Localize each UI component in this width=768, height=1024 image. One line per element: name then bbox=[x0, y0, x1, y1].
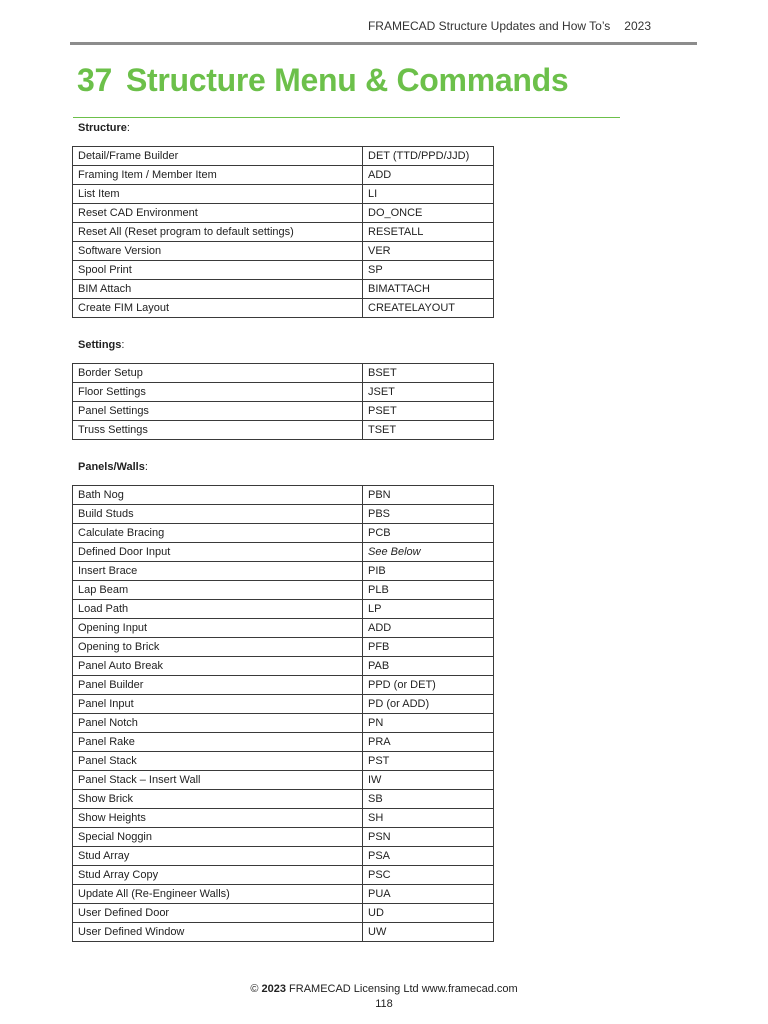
table-row bbox=[73, 581, 494, 600]
table-row bbox=[73, 242, 494, 261]
function-name-cell: Reset All (Reset program to default settings) bbox=[73, 223, 363, 242]
command-cell: SP bbox=[363, 261, 494, 280]
function-name-cell: Panel Notch bbox=[73, 714, 363, 733]
page-number: 118 bbox=[375, 998, 393, 1010]
command-cell: PCB bbox=[363, 524, 494, 543]
table-row bbox=[73, 695, 494, 714]
header-year: 2023 bbox=[624, 19, 651, 33]
function-name-cell: Floor Settings bbox=[73, 383, 363, 402]
table-row bbox=[73, 714, 494, 733]
function-name-cell: Bath Nog bbox=[73, 486, 363, 505]
table-row bbox=[73, 847, 494, 866]
table-row bbox=[73, 147, 494, 166]
table-row bbox=[73, 619, 494, 638]
command-cell: PSN bbox=[363, 828, 494, 847]
command-cell: PAB bbox=[363, 657, 494, 676]
function-name-cell: Load Path bbox=[73, 600, 363, 619]
header-title: FRAMECAD Structure Updates and How To’s bbox=[367, 19, 611, 33]
command-cell: PUA bbox=[363, 885, 494, 904]
title-underline bbox=[73, 117, 620, 118]
table-row bbox=[73, 486, 494, 505]
table-row bbox=[73, 402, 494, 421]
function-name-cell: Panel Input bbox=[73, 695, 363, 714]
function-name-cell: Update All (Re-Engineer Walls) bbox=[73, 885, 363, 904]
command-cell: PSET bbox=[363, 402, 494, 421]
function-name-cell: Border Setup bbox=[73, 364, 363, 383]
function-name-cell: Panel Auto Break bbox=[73, 657, 363, 676]
header-divider bbox=[70, 42, 697, 45]
command-cell: BIMATTACH bbox=[363, 280, 494, 299]
table-row bbox=[73, 204, 494, 223]
table-row bbox=[73, 866, 494, 885]
table-row bbox=[73, 223, 494, 242]
table-row bbox=[73, 166, 494, 185]
command-cell: IW bbox=[363, 771, 494, 790]
command-cell: PBS bbox=[363, 505, 494, 524]
settings-commands-table bbox=[72, 363, 494, 440]
command-cell: See Below bbox=[363, 543, 494, 562]
table-row bbox=[73, 364, 494, 383]
table-row bbox=[73, 383, 494, 402]
table-row bbox=[73, 543, 494, 562]
page-title bbox=[77, 62, 568, 99]
table-row bbox=[73, 280, 494, 299]
command-cell: PD (or ADD) bbox=[363, 695, 494, 714]
function-name-cell: Show Heights bbox=[73, 809, 363, 828]
function-name-cell: Insert Brace bbox=[73, 562, 363, 581]
command-cell: PSA bbox=[363, 847, 494, 866]
function-name-cell: User Defined Window bbox=[73, 923, 363, 942]
command-cell: ADD bbox=[363, 166, 494, 185]
command-cell: UD bbox=[363, 904, 494, 923]
table-row bbox=[73, 676, 494, 695]
function-name-cell: Panel Settings bbox=[73, 402, 363, 421]
function-name-cell: Special Noggin bbox=[73, 828, 363, 847]
command-cell: ADD bbox=[363, 619, 494, 638]
command-cell: VER bbox=[363, 242, 494, 261]
chapter-title: Structure Menu & Commands bbox=[126, 62, 569, 98]
command-cell: PSC bbox=[363, 866, 494, 885]
table-row bbox=[73, 733, 494, 752]
command-cell: BSET bbox=[363, 364, 494, 383]
command-cell: PPD (or DET) bbox=[363, 676, 494, 695]
command-cell: DET (TTD/PPD/JJD) bbox=[363, 147, 494, 166]
table-row bbox=[73, 638, 494, 657]
table-row bbox=[73, 752, 494, 771]
function-name-cell: Lap Beam bbox=[73, 581, 363, 600]
table-row bbox=[73, 600, 494, 619]
table-row bbox=[73, 299, 494, 318]
command-cell: PRA bbox=[363, 733, 494, 752]
function-name-cell: Spool Print bbox=[73, 261, 363, 280]
function-name-cell: Show Brick bbox=[73, 790, 363, 809]
table-row bbox=[73, 657, 494, 676]
section-heading-panels-walls: Panels/Walls: bbox=[78, 461, 148, 473]
table-row bbox=[73, 562, 494, 581]
table-row bbox=[73, 421, 494, 440]
section-heading-structure: Structure: bbox=[78, 122, 130, 134]
panels-walls-commands-table bbox=[72, 485, 494, 942]
function-name-cell: Opening Input bbox=[73, 619, 363, 638]
page-footer bbox=[0, 983, 768, 1010]
table-row bbox=[73, 790, 494, 809]
command-cell: UW bbox=[363, 923, 494, 942]
command-cell: PN bbox=[363, 714, 494, 733]
function-name-cell: Stud Array bbox=[73, 847, 363, 866]
table-row bbox=[73, 524, 494, 543]
function-name-cell: Truss Settings bbox=[73, 421, 363, 440]
table-row bbox=[73, 261, 494, 280]
command-cell: CREATELAYOUT bbox=[363, 299, 494, 318]
function-name-cell: Panel Stack bbox=[73, 752, 363, 771]
function-name-cell: Calculate Bracing bbox=[73, 524, 363, 543]
command-cell: RESETALL bbox=[363, 223, 494, 242]
running-header bbox=[368, 19, 651, 33]
function-name-cell: Framing Item / Member Item bbox=[73, 166, 363, 185]
function-name-cell: Build Studs bbox=[73, 505, 363, 524]
function-name-cell: Reset CAD Environment bbox=[73, 204, 363, 223]
command-cell: PLB bbox=[363, 581, 494, 600]
function-name-cell: Stud Array Copy bbox=[73, 866, 363, 885]
function-name-cell: Panel Stack – Insert Wall bbox=[73, 771, 363, 790]
command-cell: PIB bbox=[363, 562, 494, 581]
table-row bbox=[73, 828, 494, 847]
command-cell: SH bbox=[363, 809, 494, 828]
command-cell: TSET bbox=[363, 421, 494, 440]
function-name-cell: Defined Door Input bbox=[73, 543, 363, 562]
function-name-cell: Panel Rake bbox=[73, 733, 363, 752]
command-cell: LI bbox=[363, 185, 494, 204]
function-name-cell: Create FIM Layout bbox=[73, 299, 363, 318]
function-name-cell: Software Version bbox=[73, 242, 363, 261]
function-name-cell: Panel Builder bbox=[73, 676, 363, 695]
structure-commands-table bbox=[72, 146, 494, 318]
function-name-cell: Detail/Frame Builder bbox=[73, 147, 363, 166]
section-heading-settings: Settings: bbox=[78, 339, 125, 351]
table-row bbox=[73, 904, 494, 923]
function-name-cell: List Item bbox=[73, 185, 363, 204]
command-cell: SB bbox=[363, 790, 494, 809]
table-row bbox=[73, 885, 494, 904]
table-row bbox=[73, 809, 494, 828]
command-cell: PST bbox=[363, 752, 494, 771]
table-row bbox=[73, 505, 494, 524]
command-cell: LP bbox=[363, 600, 494, 619]
command-cell: PFB bbox=[363, 638, 494, 657]
function-name-cell: User Defined Door bbox=[73, 904, 363, 923]
table-row bbox=[73, 771, 494, 790]
chapter-number: 37 bbox=[77, 62, 112, 98]
table-row bbox=[73, 185, 494, 204]
function-name-cell: Opening to Brick bbox=[73, 638, 363, 657]
function-name-cell: BIM Attach bbox=[73, 280, 363, 299]
command-cell: DO_ONCE bbox=[363, 204, 494, 223]
command-cell: JSET bbox=[363, 383, 494, 402]
table-row bbox=[73, 923, 494, 942]
footer-copyright: © 2023 FRAMECAD Licensing Ltd www.framecad.com bbox=[250, 983, 518, 995]
command-cell: PBN bbox=[363, 486, 494, 505]
